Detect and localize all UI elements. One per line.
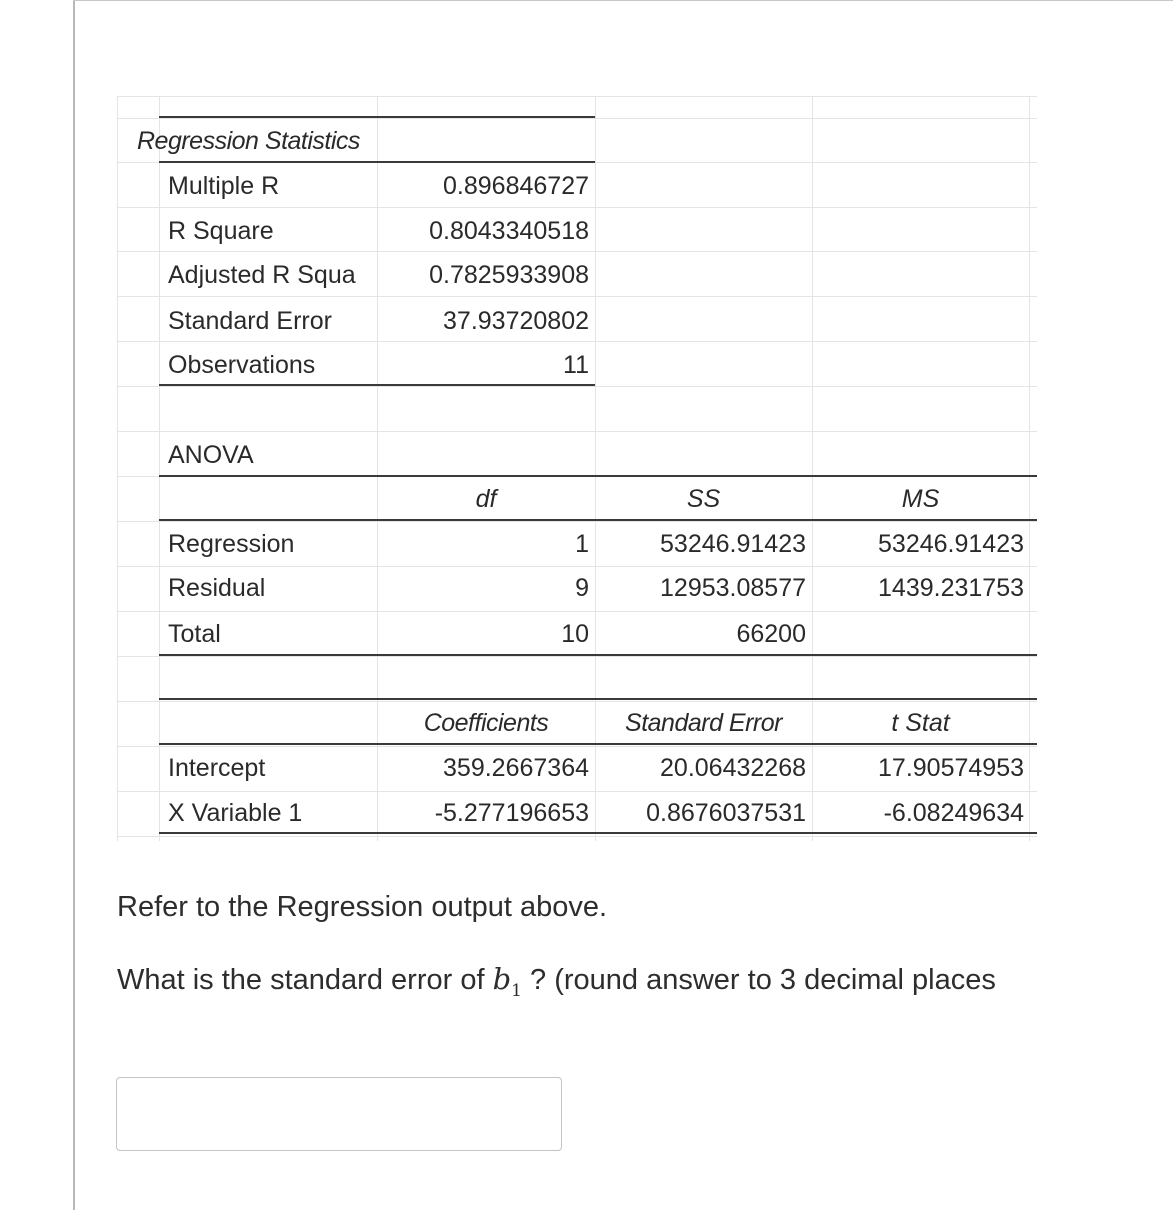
- anova-df: 9: [575, 574, 589, 602]
- gridline: [1029, 96, 1030, 841]
- stat-value: 0.7825933908: [429, 261, 589, 289]
- stat-label: R Square: [168, 217, 274, 245]
- anova-df: 1: [575, 530, 589, 558]
- table-rule: [159, 654, 1037, 656]
- gridline: [117, 96, 1037, 97]
- gridline: [117, 251, 1037, 252]
- stat-value: 0.8043340518: [429, 217, 589, 245]
- anova-header-ss: SS: [686, 485, 721, 513]
- coef-value: 359.2667364: [443, 754, 589, 782]
- gridline: [159, 96, 160, 841]
- coef-standard-error: 0.8676037531: [646, 799, 806, 827]
- gridline: [117, 836, 1037, 837]
- anova-row-label: Regression: [168, 530, 295, 558]
- table-rule: [159, 743, 1037, 745]
- coef-header-coefficients: Coefficients: [423, 709, 549, 737]
- coef-t-stat: -6.08249634: [883, 799, 1024, 827]
- gridline: [117, 791, 1037, 792]
- coef-t-stat: 17.90574953: [878, 754, 1024, 782]
- anova-ms: 53246.91423: [878, 530, 1024, 558]
- regression-statistics-title: Regression Statistics: [137, 127, 360, 155]
- question-intro: Refer to the Regression output above.: [117, 891, 608, 923]
- coef-header-t-stat: t Stat: [891, 709, 950, 737]
- gridline: [117, 611, 1037, 612]
- anova-ss: 66200: [736, 620, 806, 648]
- gridline: [117, 296, 1037, 297]
- table-rule: [159, 384, 595, 386]
- gridline: [117, 521, 1037, 522]
- question-prefix: What is the standard error of: [117, 964, 485, 996]
- gridline: [117, 386, 1037, 387]
- page-top-border: [73, 0, 1173, 1]
- anova-ms: 1439.231753: [878, 574, 1024, 602]
- stat-label: Multiple R: [168, 172, 280, 200]
- gridline: [117, 656, 1037, 657]
- table-rule: [159, 519, 1037, 521]
- stat-label: Standard Error: [168, 307, 332, 335]
- gridline: [812, 96, 813, 841]
- gridline: [117, 431, 1037, 432]
- stat-value: 0.896846727: [443, 172, 589, 200]
- stat-value: 37.93720802: [443, 307, 589, 335]
- gridline: [117, 207, 1037, 208]
- anova-ss: 53246.91423: [660, 530, 806, 558]
- question-suffix: ? (round answer to 3 decimal places: [530, 964, 996, 996]
- regression-output-table: [117, 96, 1037, 846]
- stat-label: Adjusted R Squa: [168, 261, 356, 289]
- gridline: [117, 566, 1037, 567]
- anova-df: 10: [561, 620, 589, 648]
- anova-row-label: Total: [168, 620, 221, 648]
- b1-symbol: $b_1$: [492, 962, 522, 1001]
- anova-ss: 12953.08577: [660, 574, 806, 602]
- gridline: [117, 341, 1037, 342]
- coef-standard-error: 20.06432268: [660, 754, 806, 782]
- gridline: [117, 701, 1037, 702]
- gridline: [595, 96, 596, 841]
- question-text: [117, 962, 996, 1001]
- anova-title: ANOVA: [168, 441, 254, 469]
- page-left-border: [73, 0, 75, 1210]
- gridline: [117, 746, 1037, 747]
- anova-header-df: df: [475, 485, 497, 513]
- coef-value: -5.277196653: [434, 799, 589, 827]
- anova-row-label: Residual: [168, 574, 266, 602]
- stat-label: Observations: [168, 351, 316, 379]
- table-rule: [159, 116, 595, 118]
- gridline: [117, 118, 1037, 119]
- stat-value: 11: [563, 351, 589, 379]
- coef-header-standard-error: Standard Error: [625, 709, 782, 737]
- gridline: [117, 96, 118, 841]
- anova-header-ms: MS: [901, 485, 940, 513]
- gridline: [377, 96, 378, 841]
- coef-row-label: X Variable 1: [168, 799, 303, 827]
- table-rule: [159, 475, 1037, 477]
- answer-input[interactable]: [116, 1077, 562, 1151]
- table-rule: [159, 698, 1037, 700]
- table-rule: [159, 161, 595, 163]
- coef-row-label: Intercept: [168, 754, 266, 782]
- table-rule: [159, 832, 1037, 834]
